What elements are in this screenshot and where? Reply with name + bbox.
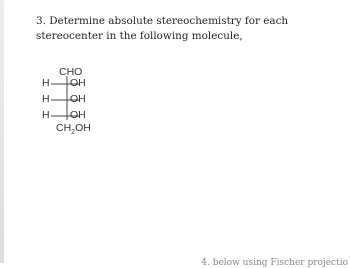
bottom-group-main: CH [56, 122, 72, 134]
row-1-right: OH [70, 77, 86, 89]
page-edge [0, 0, 4, 263]
row-3-left: H [42, 109, 50, 121]
question-3: 3. Determine absolute stereochemistry for each stereocenter in the following molecule, [36, 15, 289, 42]
row-2-left: H [42, 93, 50, 105]
top-group: CHO [59, 66, 83, 78]
bottom-group-end: OH [75, 122, 91, 134]
row-3-right: OH [70, 109, 86, 121]
row-2-right: OH [70, 93, 86, 105]
next-question-cutoff: 4. below using Fischer projectio [201, 258, 348, 268]
bottom-group [56, 122, 91, 136]
row-1-left: H [42, 77, 50, 89]
bottom-group-subscript: 2 [71, 129, 76, 137]
